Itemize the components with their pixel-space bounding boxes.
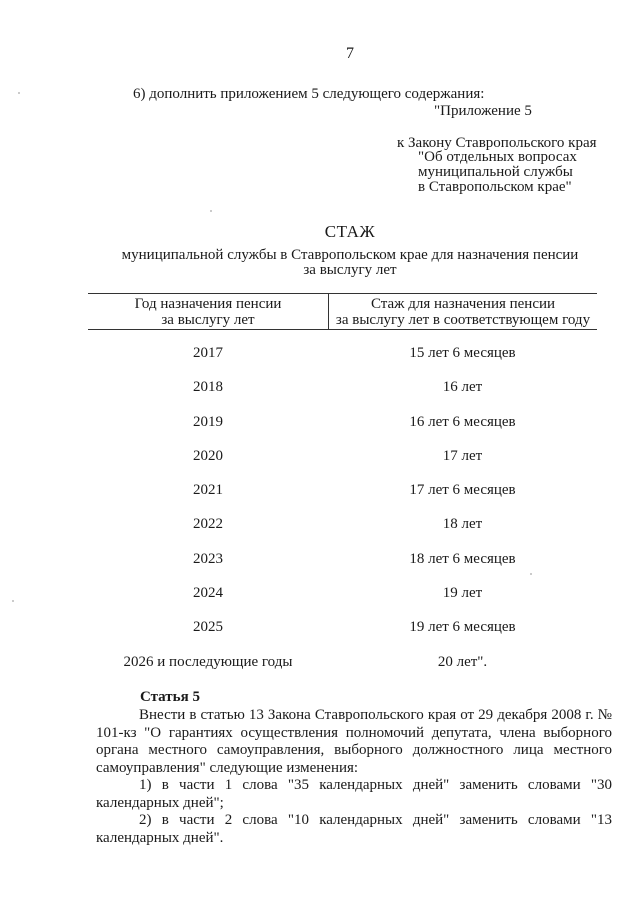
table-row xyxy=(88,482,597,516)
table-header-year xyxy=(88,294,329,329)
year-cell: 2026 и последующие годы xyxy=(123,653,293,670)
experience-cell: 19 лет xyxy=(442,585,483,602)
header-line: за выслугу лет в соответствующем году xyxy=(335,312,591,328)
table-row xyxy=(88,585,597,619)
table-body xyxy=(88,345,597,688)
scan-speck xyxy=(12,600,14,602)
appendix-law-name xyxy=(418,150,577,195)
header-line: Стаж для назначения пенсии xyxy=(370,296,556,312)
subheading-line: за выслугу лет xyxy=(303,262,397,278)
article-paragraph: 2) в части 2 слова "10 календарных дней" заменить словами "13 календарных дней". xyxy=(96,812,612,846)
page-number: 7 xyxy=(346,45,354,62)
scan-speck xyxy=(210,210,212,212)
experience-cell: 18 лет xyxy=(442,516,483,533)
experience-cell: 17 лет 6 месяцев xyxy=(409,482,516,499)
law-name-line: муниципальной службы xyxy=(418,164,573,180)
year-cell: 2017 xyxy=(193,345,223,361)
experience-cell: 17 лет xyxy=(442,447,483,464)
experience-cell: 16 лет 6 месяцев xyxy=(409,413,516,430)
intro-line: 6) дополнить приложением 5 следующего содержания: xyxy=(133,86,485,102)
year-cell: 2019 xyxy=(193,413,223,430)
table-row xyxy=(88,516,597,550)
subheading-line: муниципальной службы в Ставропольском крае для назначения пенсии xyxy=(121,247,579,263)
law-name-line: в Ставропольском крае" xyxy=(418,179,572,195)
scan-speck xyxy=(18,92,20,94)
appendix-to-law: к Закону Ставропольского края xyxy=(397,135,597,151)
appendix-title: "Приложение 5 xyxy=(434,103,532,119)
law-name-line: "Об отдельных вопросах xyxy=(418,149,577,165)
table-row xyxy=(88,414,597,448)
year-cell: 2022 xyxy=(193,516,223,533)
table-row xyxy=(88,448,597,482)
experience-cell: 15 лет 6 месяцев xyxy=(409,345,516,361)
document-subheading xyxy=(0,248,640,278)
table-header xyxy=(88,293,597,330)
scan-speck xyxy=(530,573,532,575)
year-cell: 2018 xyxy=(193,379,223,396)
header-line: Год назначения пенсии xyxy=(134,296,282,312)
year-cell: 2023 xyxy=(193,550,223,567)
year-cell: 2020 xyxy=(193,447,223,464)
year-cell: 2024 xyxy=(193,585,223,602)
year-cell: 2025 xyxy=(193,619,223,636)
experience-cell: 18 лет 6 месяцев xyxy=(409,550,516,567)
article-paragraph: Внести в статью 13 Закона Ставропольского края от 29 декабря 2008 г. № 101-кз "О гарантиях осуществления полномочий депутата, члена выборного органа местного самоуправления, выборного должностного лица местного самоуправления" следующие изменения: xyxy=(96,707,612,776)
article-paragraph: 1) в части 1 слова "35 календарных дней" заменить словами "30 календарных дней"; xyxy=(96,777,612,811)
year-cell: 2021 xyxy=(193,482,223,499)
document-heading: СТАЖ xyxy=(324,222,376,241)
table-header-experience xyxy=(329,294,597,329)
experience-cell: 20 лет". xyxy=(437,653,488,670)
table-row xyxy=(88,379,597,413)
header-line: за выслугу лет xyxy=(161,312,255,328)
table-row xyxy=(88,619,597,653)
experience-cell: 16 лет xyxy=(442,379,483,396)
experience-cell: 19 лет 6 месяцев xyxy=(409,619,516,636)
table-row xyxy=(88,345,597,379)
table-row xyxy=(88,654,597,688)
article-title: Статья 5 xyxy=(140,689,200,705)
table-row xyxy=(88,551,597,585)
